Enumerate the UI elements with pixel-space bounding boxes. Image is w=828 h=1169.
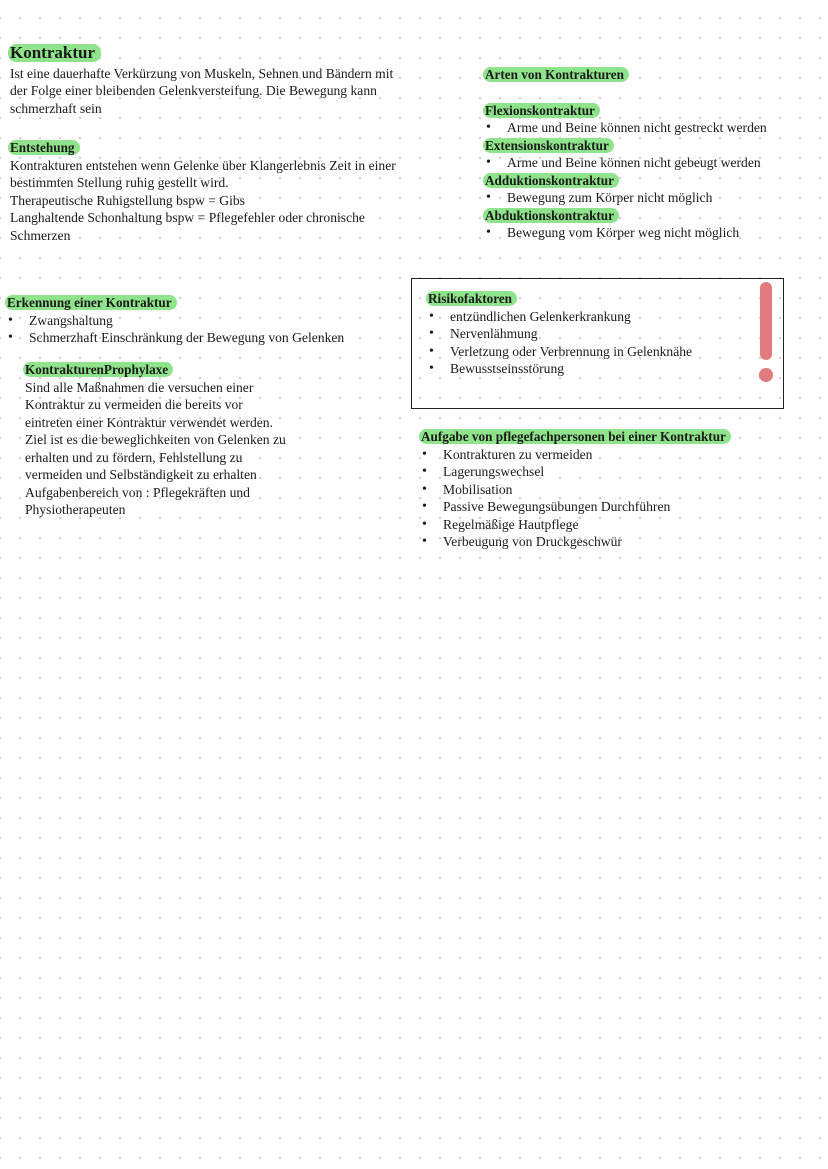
list-item: • Arme und Beine können nicht gebeugt werden (485, 154, 820, 172)
list-item: • Lagerungswechsel (421, 463, 791, 481)
prophylaxe-heading: KontrakturenProphylaxe (23, 362, 173, 377)
prophylaxe-line: erhalten und zu fördern, Fehlstellung zu (25, 449, 243, 465)
list-item: • Bewegung vom Körper weg nicht möglich (485, 224, 820, 242)
entstehung-line: Langhaltende Schonhaltung bspw = Pflegefehler oder chronische (10, 210, 365, 225)
extension-heading: Extensionskontraktur (483, 138, 614, 153)
definition-line: der Folge einer bleibenden Gelenkversteifung. Die Bewegung kann (10, 83, 377, 98)
exclamation-dot-icon (759, 368, 773, 382)
risiko-section (428, 290, 748, 378)
list-item: • Arme und Beine können nicht gestreckt werden (485, 119, 820, 137)
prophylaxe-line: vermeiden und Selbständigkeit zu erhalten (25, 467, 257, 482)
list-item: • Mobilisation (421, 481, 791, 499)
erkennung-heading: Erkennung einer Kontraktur (5, 295, 177, 310)
list-item: • Verletzung oder Verbrennung in Gelenknähe (428, 343, 748, 361)
entstehung-heading: Entstehung (8, 140, 80, 155)
aufgabe-heading: Aufgabe von pflegefachpersonen bei einer Kontraktur (419, 429, 731, 444)
entstehung-line: bestimmten Stellung ruhig gestellt wird. (10, 175, 229, 190)
exclamation-icon (760, 282, 772, 360)
prophylaxe-line: Aufgabenbereich von : Pflegekräften und (25, 484, 250, 500)
prophylaxe-line: Ziel ist es die beweglichkeiten von Gelenken zu (25, 432, 286, 447)
list-item: • Bewusstseinsstörung (428, 360, 748, 378)
prophylaxe-line: Physiotherapeuten (25, 502, 126, 517)
list-item: • Kontrakturen zu vermeiden (421, 446, 791, 464)
adduktion-heading: Adduktionskontraktur (483, 173, 619, 188)
entstehung-line: Therapeutische Ruhigstellung bspw = Gibs (10, 192, 245, 208)
list-item: • Zwangshaltung (7, 312, 407, 330)
prophylaxe-section (25, 361, 365, 519)
risiko-heading: Risikofaktoren (426, 291, 517, 306)
list-item: • Bewegung zum Körper nicht möglich (485, 189, 820, 207)
definition-line: Ist eine dauerhafte Verkürzung von Muskeln, Sehnen und Bändern mit (10, 65, 394, 81)
list-item: • Passive Bewegungsübungen Durchführen (421, 498, 791, 516)
aufgabe-section (421, 428, 791, 551)
entstehung-line: Kontrakturen entstehen wenn Gelenke über Klangerlebnis Zeit in einer (10, 157, 396, 173)
entstehung-line: Schmerzen (10, 227, 71, 243)
list-item: • Regelmäßige Hautpflege (421, 516, 791, 534)
erkennung-section (7, 294, 407, 347)
prophylaxe-line: Kontraktur zu vermeiden die bereits vor (25, 397, 243, 412)
flexion-heading: Flexionskontraktur (483, 103, 600, 118)
arten-heading: Arten von Kontrakturen (483, 67, 629, 82)
prophylaxe-line: eintreten einer Kontraktur verwendet werden. (25, 414, 273, 430)
abduktion-heading: Abduktionskontraktur (483, 208, 619, 223)
page-title: Kontraktur (8, 44, 101, 62)
list-item: • Nervenlähmung (428, 325, 748, 343)
entstehung-section (10, 139, 475, 244)
definition-line: schmerzhaft sein (10, 100, 102, 116)
arten-section (485, 66, 820, 242)
prophylaxe-line: Sind alle Maßnahmen die versuchen einer (25, 379, 254, 395)
definition-section (10, 44, 470, 117)
list-item: • Schmerzhaft Einschränkung der Bewegung von Gelenken (7, 329, 407, 347)
list-item: • entzündlichen Gelenkerkrankung (428, 308, 748, 326)
list-item: • Verbeugung von Druckgeschwür (421, 533, 791, 551)
